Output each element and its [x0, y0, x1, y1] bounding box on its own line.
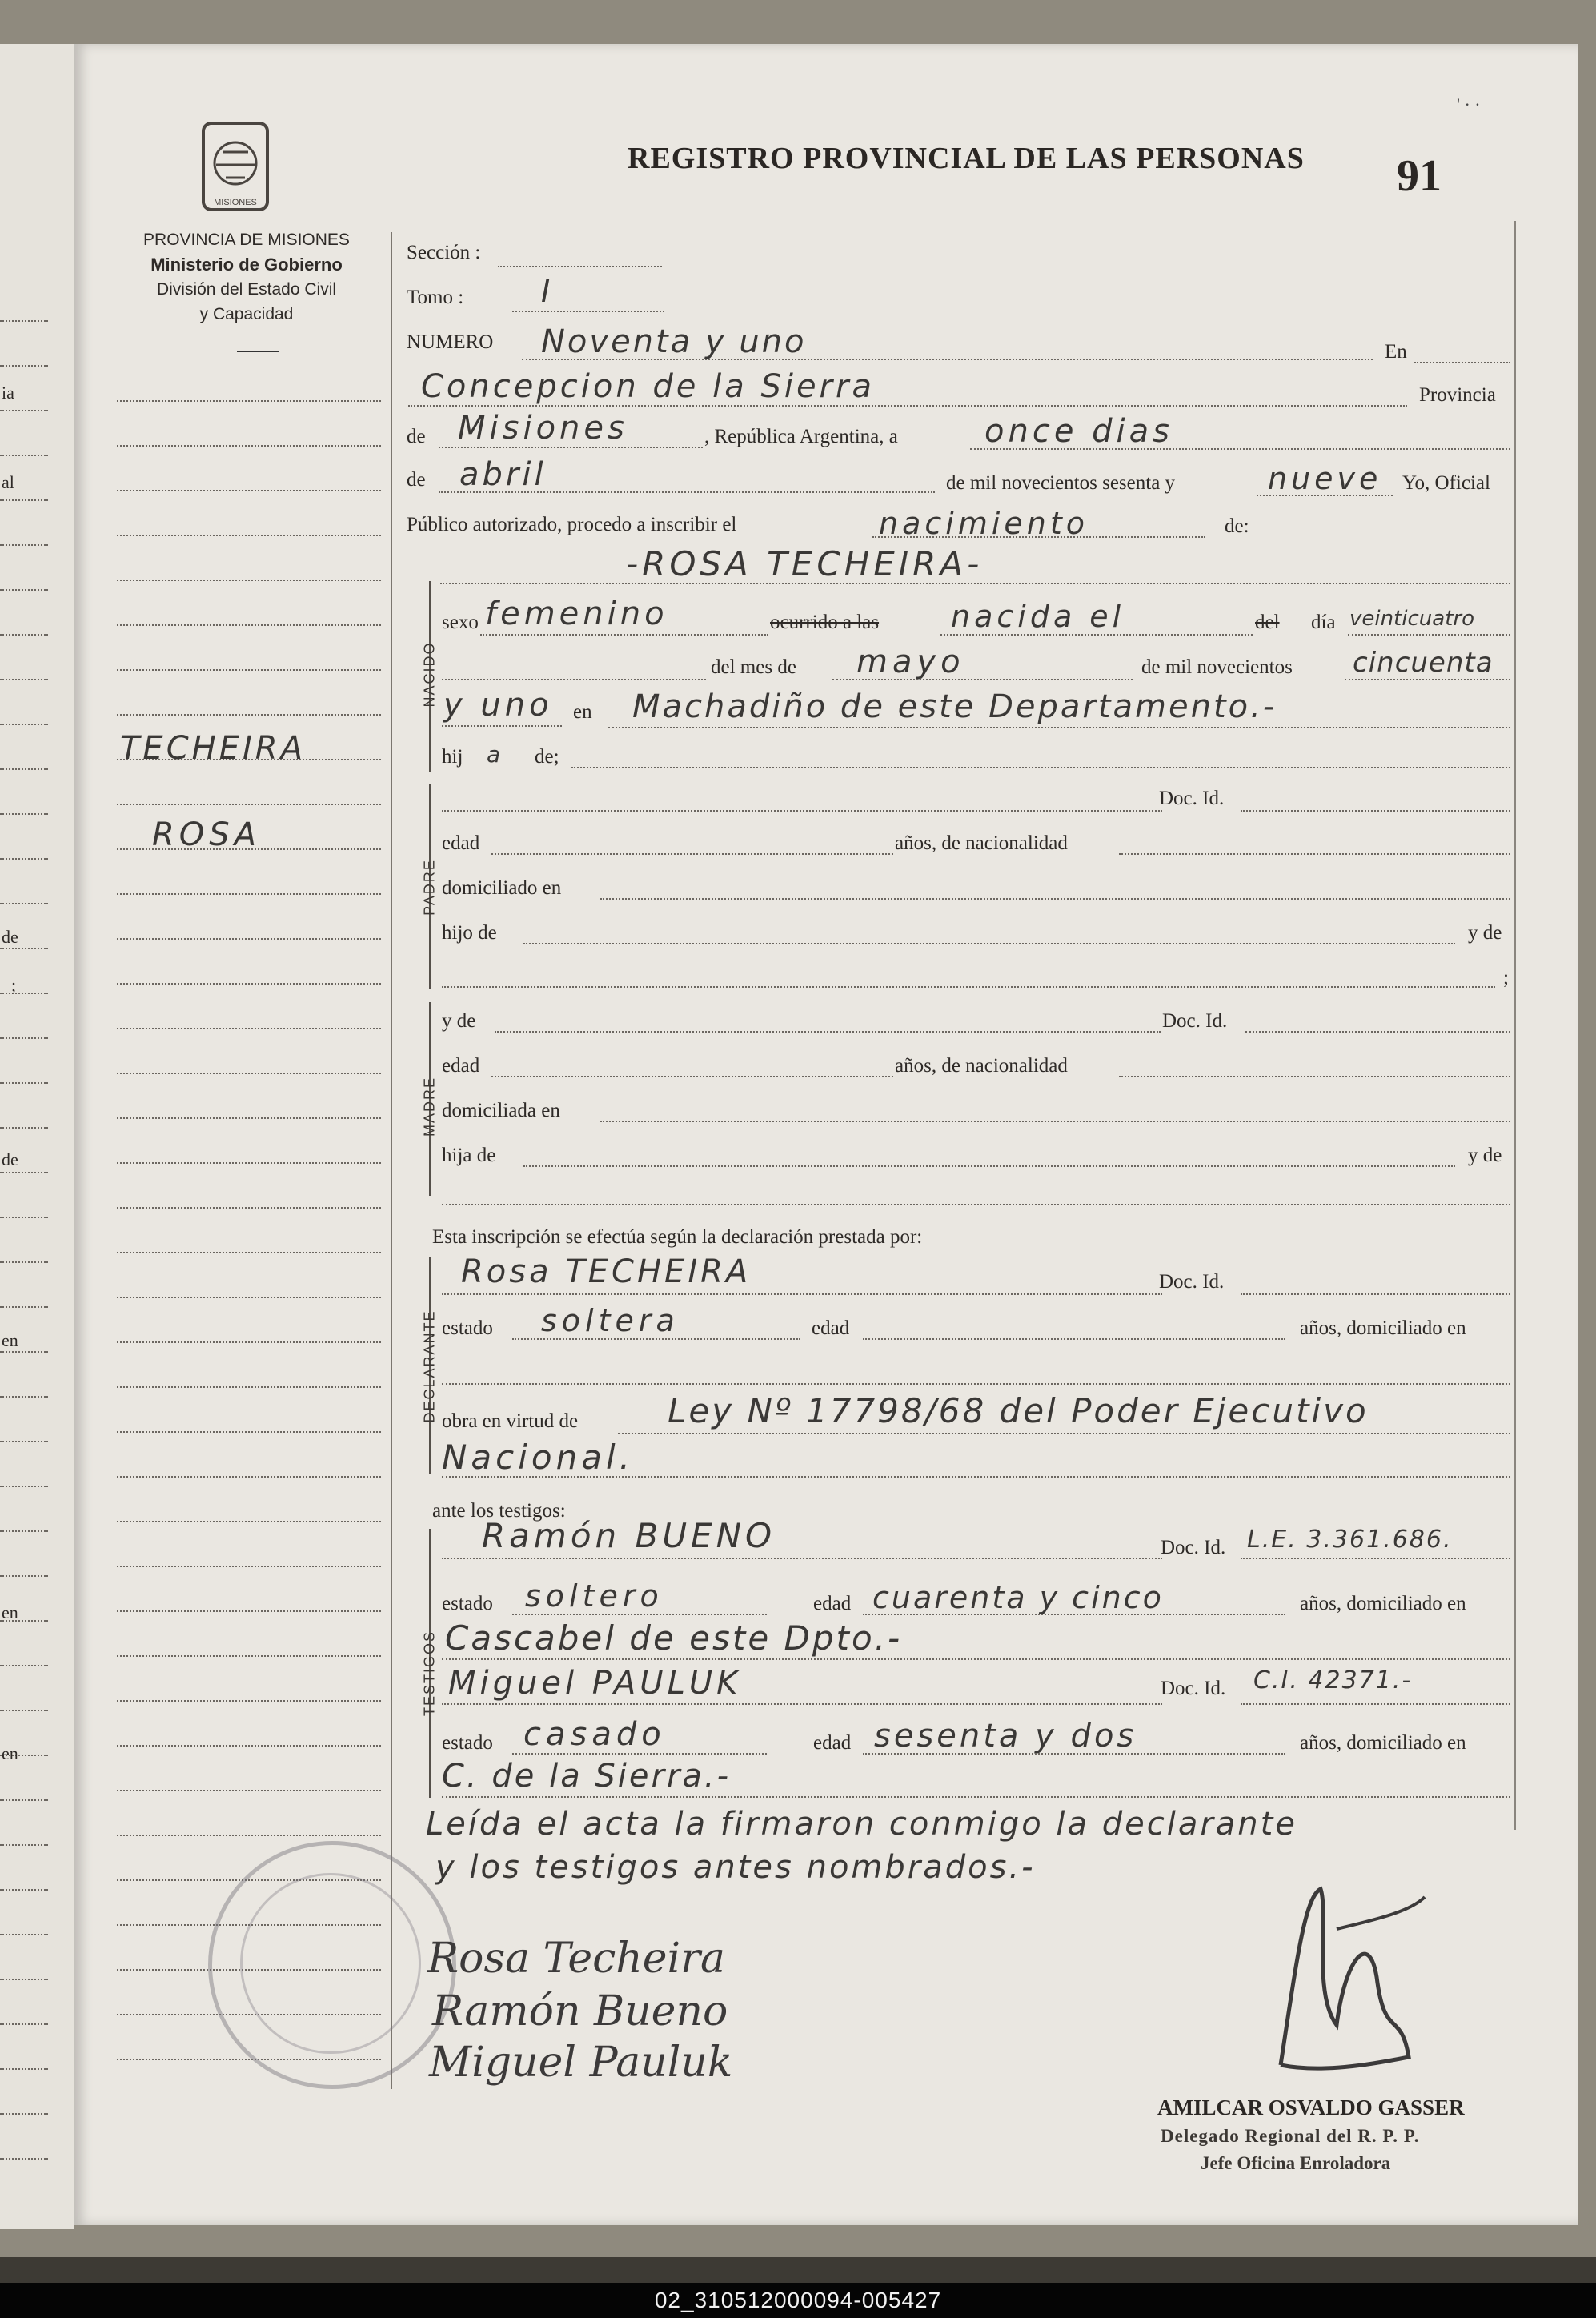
- left-page-fragment: de: [2, 1149, 18, 1169]
- hij-suffix-value: a: [487, 741, 501, 768]
- office-province: PROVINCIA DE MISIONES: [143, 231, 350, 249]
- official-stamp-inner: [240, 1873, 421, 2054]
- left-page-rule-line: [0, 1934, 48, 1935]
- margin-rule-line: [117, 1700, 381, 1702]
- left-page-rule-line: [0, 1261, 48, 1263]
- header-title: REGISTRO PROVINCIAL DE LAS PERSONAS: [628, 142, 1305, 175]
- svg-text:Rosa Techeira: Rosa Techeira: [427, 1935, 725, 1983]
- page-number: 91: [1397, 151, 1442, 201]
- padre-y-de-label: y de: [1468, 922, 1502, 944]
- testigo1-name-value: Ramón BUENO: [482, 1516, 776, 1555]
- testigo1-domicilio-value: Cascabel de este Dpto.-: [445, 1618, 903, 1658]
- svg-text:Miguel Pauluk: Miguel Pauluk: [429, 2039, 733, 2087]
- left-page-rule-line: [0, 2068, 48, 2070]
- madre-doc-label: Doc. Id.: [1162, 1010, 1228, 1032]
- madre-y-de-label-2: y de: [1468, 1145, 1502, 1166]
- ley-value: Ley Nº 17798/68 del Poder Ejecutivo: [668, 1391, 1369, 1430]
- de-label-2: de: [407, 469, 426, 491]
- declarante-edad-label: edad: [812, 1317, 850, 1339]
- anio-value: nueve: [1268, 461, 1382, 496]
- testigo2-name-value: Miguel PAULUK: [448, 1665, 742, 1702]
- left-page-rule-line: [0, 1575, 48, 1577]
- obra-label: obra en virtud de: [442, 1410, 579, 1432]
- left-page-rule-line: [0, 768, 48, 770]
- left-page-rule-line: [0, 679, 48, 680]
- testigo1-estado-label: estado: [442, 1593, 493, 1614]
- left-page-rule-line: [0, 1889, 48, 1891]
- left-page-fragment: en: [2, 1743, 18, 1763]
- margin-given-name: ROSA: [152, 816, 262, 853]
- del-label-struck: del: [1255, 612, 1280, 633]
- yo-oficial-label: Yo, Oficial: [1402, 472, 1490, 494]
- margin-rule-line: [117, 983, 381, 985]
- left-page-rule-line: [0, 1217, 48, 1218]
- padre-doc-label: Doc. Id.: [1159, 788, 1225, 809]
- margin-rule-line: [117, 714, 381, 716]
- left-page-fragment: ia: [2, 383, 14, 403]
- official-title-2: Jefe Oficina Enroladora: [1201, 2153, 1391, 2173]
- left-page-rule-line: [0, 1127, 48, 1129]
- official-signature-icon: [1249, 1865, 1441, 2105]
- margin-rule-line: [117, 400, 381, 402]
- official-name: AMILCAR OSVALDO GASSER: [1157, 2095, 1465, 2119]
- lugar-nacimiento-value: Machadiño de este Departamento.-: [632, 688, 1277, 725]
- left-page-rule-line: [0, 589, 48, 591]
- testigo1-domicilio-label: años, domiciliado en: [1300, 1593, 1466, 1614]
- office-ministry: Ministerio de Gobierno: [150, 255, 343, 275]
- left-page-rule-line: [0, 948, 48, 949]
- testigo2-estado-label: estado: [442, 1732, 493, 1754]
- left-page-rule-line: [0, 634, 48, 636]
- margin-rule-line: [117, 1566, 381, 1567]
- margin-rule-line: [117, 1521, 381, 1522]
- left-page-rule-line: [0, 1351, 48, 1353]
- left-page-rule-line: [0, 2158, 48, 2160]
- left-page-rule-line: [0, 993, 48, 994]
- reference-code: 02_310512000094-005427: [654, 2288, 942, 2312]
- testigo1-edad-value: cuarenta y cinco: [872, 1580, 1164, 1615]
- margin-rule-line: [117, 1207, 381, 1209]
- padre-domicilio-label: domiciliado en: [442, 877, 562, 899]
- anio-nacimiento-value: cincuenta: [1353, 647, 1494, 679]
- declarante-domicilio-label: años, domiciliado en: [1300, 1317, 1466, 1339]
- seccion-label: Sección :: [407, 242, 481, 263]
- numero-label: NUMERO: [407, 331, 494, 353]
- hij-label: hij: [442, 746, 463, 768]
- sexo-label: sexo: [442, 612, 479, 633]
- testigos-section-label: TESTIGOS: [421, 1630, 438, 1717]
- left-page-rule-line: [0, 1530, 48, 1532]
- en-label: En: [1385, 341, 1407, 363]
- sesenta-label: de mil novecientos sesenta y: [946, 472, 1176, 494]
- corner-mark: ' · ·: [1457, 94, 1481, 114]
- left-page-rule-line: [0, 724, 48, 725]
- margin-rule-line: [117, 1297, 381, 1298]
- mil-novecientos-label: de mil novecientos: [1141, 656, 1293, 678]
- cierre-line-2: y los testigos antes nombrados.-: [435, 1849, 1036, 1886]
- madre-nacionalidad-label: años, de nacionalidad: [895, 1055, 1068, 1077]
- madre-edad-label: edad: [442, 1055, 480, 1077]
- testigo2-domicilio-label: años, domiciliado en: [1300, 1732, 1466, 1754]
- madre-section-label: MADRE: [421, 1077, 438, 1137]
- anio-nacimiento-value-2: y uno: [443, 687, 553, 724]
- left-page-rule-line: [0, 1306, 48, 1308]
- margin-rule-line: [117, 1028, 381, 1029]
- left-page-rule-line: [0, 1396, 48, 1398]
- left-page-fragment: en: [2, 1330, 18, 1350]
- margin-rule-line: [117, 1252, 381, 1253]
- left-page-fragment: al: [2, 472, 14, 492]
- inscripto-value: -ROSA TECHEIRA-: [626, 544, 984, 584]
- svg-text:MISIONES: MISIONES: [214, 198, 257, 207]
- left-page-rule-line: [0, 1037, 48, 1039]
- provincial-seal-icon: [198, 117, 272, 216]
- testigo1-doc-label: Doc. Id.: [1161, 1537, 1226, 1558]
- en-label-2: en: [573, 701, 592, 723]
- left-page-rule-line: [0, 1979, 48, 1980]
- margin-rule-line: [117, 1386, 381, 1388]
- left-page-rule-line: [0, 320, 48, 322]
- margin-rule-line: [117, 1476, 381, 1478]
- margin-rule-line: [117, 1162, 381, 1164]
- left-page-rule-line: [0, 544, 48, 546]
- republica-label: , República Argentina, a: [704, 426, 898, 447]
- testigo2-estado-value: casado: [523, 1716, 666, 1753]
- de-colon-label: de:: [1225, 515, 1249, 537]
- office-division: División del Estado Civil: [156, 280, 337, 299]
- left-page-rule-line: [0, 1441, 48, 1442]
- nacida-value: nacida el: [951, 599, 1125, 634]
- margin-rule-line: [117, 490, 381, 491]
- dias-value: once dias: [984, 413, 1173, 450]
- declarante-estado-label: estado: [442, 1317, 493, 1339]
- margin-rule-line: [117, 445, 381, 447]
- left-page-rule-line: [0, 1486, 48, 1487]
- margin-rule-line: [117, 804, 381, 805]
- ante-testigos-label: ante los testigos:: [432, 1500, 566, 1522]
- left-page-rule-line: [0, 1665, 48, 1666]
- margin-rule-line: [117, 1790, 381, 1791]
- sexo-value: femenino: [485, 596, 668, 632]
- margin-rule-line: [117, 893, 381, 895]
- acto-value: nacimiento: [879, 506, 1089, 541]
- margin-rule-line: [117, 1610, 381, 1612]
- left-page-fragment: ;: [11, 975, 17, 995]
- declarante-name-value: Rosa TECHEIRA: [461, 1253, 752, 1290]
- margin-rule-line: [117, 938, 381, 940]
- mes-value: abril: [459, 456, 547, 493]
- margin-rule-line: [117, 1431, 381, 1433]
- ley-value-2: Nacional.: [442, 1438, 634, 1477]
- lugar-value: Concepcion de la Sierra: [421, 368, 875, 405]
- de-label: de: [407, 426, 426, 447]
- declaracion-label: Esta inscripción se efectúa según la declaración prestada por:: [432, 1226, 923, 1248]
- margin-rule-line: [117, 580, 381, 581]
- del-mes-label: del mes de: [711, 656, 796, 678]
- left-page-rule-line: [0, 1710, 48, 1711]
- left-page-rule-line: [0, 813, 48, 815]
- official-title-1: Delegado Regional del R. P. P.: [1161, 2126, 1420, 2146]
- left-page-rule-line: [0, 2023, 48, 2025]
- dia-value: veinticuatro: [1349, 607, 1474, 631]
- tomo-value: I: [541, 274, 555, 309]
- publico-label: Público autorizado, procedo a inscribir el: [407, 514, 737, 535]
- padre-section-label: PADRE: [421, 859, 438, 916]
- testigo2-doc-value: C.I. 42371.-: [1253, 1666, 1413, 1694]
- margin-rule-line: [117, 1655, 381, 1657]
- testigo2-domicilio-value: C. de la Sierra.-: [442, 1758, 732, 1795]
- margin-rule-line: [117, 1835, 381, 1836]
- signatures-icon: [416, 1921, 864, 2097]
- left-page-rule-line: [0, 2113, 48, 2115]
- left-page-rule-line: [0, 1799, 48, 1801]
- declarante-doc-label: Doc. Id.: [1159, 1271, 1225, 1293]
- left-page-rule-line: [0, 1082, 48, 1084]
- previous-page-edge: [0, 44, 74, 2229]
- testigo2-edad-value: sesenta y dos: [874, 1718, 1137, 1755]
- office-capacity: y Capacidad: [199, 305, 294, 323]
- declarante-section-label: DECLARANTE: [421, 1309, 438, 1423]
- dia-label: día: [1311, 612, 1336, 633]
- margin-rule-line: [117, 1117, 381, 1119]
- margin-rule-line: [117, 1341, 381, 1343]
- left-page-fragment: de: [2, 927, 18, 947]
- margin-surname: TECHEIRA: [120, 730, 306, 767]
- svg-text:Ramón Bueno: Ramón Bueno: [432, 1987, 728, 2035]
- left-page-rule-line: [0, 455, 48, 456]
- margin-rule-line: [117, 535, 381, 536]
- margin-rule-line: [117, 624, 381, 626]
- testigo1-doc-value: L.E. 3.361.686.: [1247, 1526, 1453, 1554]
- margin-rule-line: [117, 669, 381, 671]
- testigo2-edad-label: edad: [813, 1732, 852, 1754]
- mes-nacimiento-value: mayo: [856, 644, 965, 680]
- madre-hija-de-label: hija de: [442, 1145, 496, 1166]
- testigo1-estado-value: soltero: [525, 1578, 664, 1614]
- de-semicolon-label: de;: [535, 746, 559, 768]
- margin-rule-line: [117, 1073, 381, 1074]
- declarante-estado-value: soltera: [541, 1303, 680, 1338]
- madre-y-de-label: y de: [442, 1010, 476, 1032]
- tomo-label: Tomo :: [407, 287, 464, 308]
- margin-rule-line: [117, 1745, 381, 1747]
- cierre-line-1: Leída el acta la firmaron conmigo la declarante: [426, 1806, 1297, 1843]
- left-page-rule-line: [0, 410, 48, 411]
- left-page-rule-line: [0, 499, 48, 501]
- left-page-rule-line: [0, 1844, 48, 1846]
- ocurrido-label-struck: ocurrido a las: [770, 612, 880, 633]
- left-page-fragment: en: [2, 1602, 18, 1622]
- left-page-rule-line: [0, 1172, 48, 1173]
- left-page-rule-line: [0, 365, 48, 367]
- testigo2-doc-label: Doc. Id.: [1161, 1678, 1226, 1699]
- left-page-rule-line: [0, 903, 48, 904]
- madre-domicilio-label: domiciliada en: [442, 1100, 560, 1121]
- left-page-rule-line: [0, 858, 48, 860]
- provincia-label: Provincia: [1419, 384, 1496, 406]
- numero-value: Noventa y uno: [541, 323, 807, 360]
- padre-edad-label: edad: [442, 832, 480, 854]
- padre-semicolon: ;: [1503, 967, 1509, 989]
- nacido-section-label: NACIDO: [421, 641, 438, 708]
- provincia-value: Misiones: [458, 410, 628, 447]
- padre-hijo-de-label: hijo de: [442, 922, 497, 944]
- testigo1-edad-label: edad: [813, 1593, 852, 1614]
- padre-nacionalidad-label: años, de nacionalidad: [895, 832, 1068, 854]
